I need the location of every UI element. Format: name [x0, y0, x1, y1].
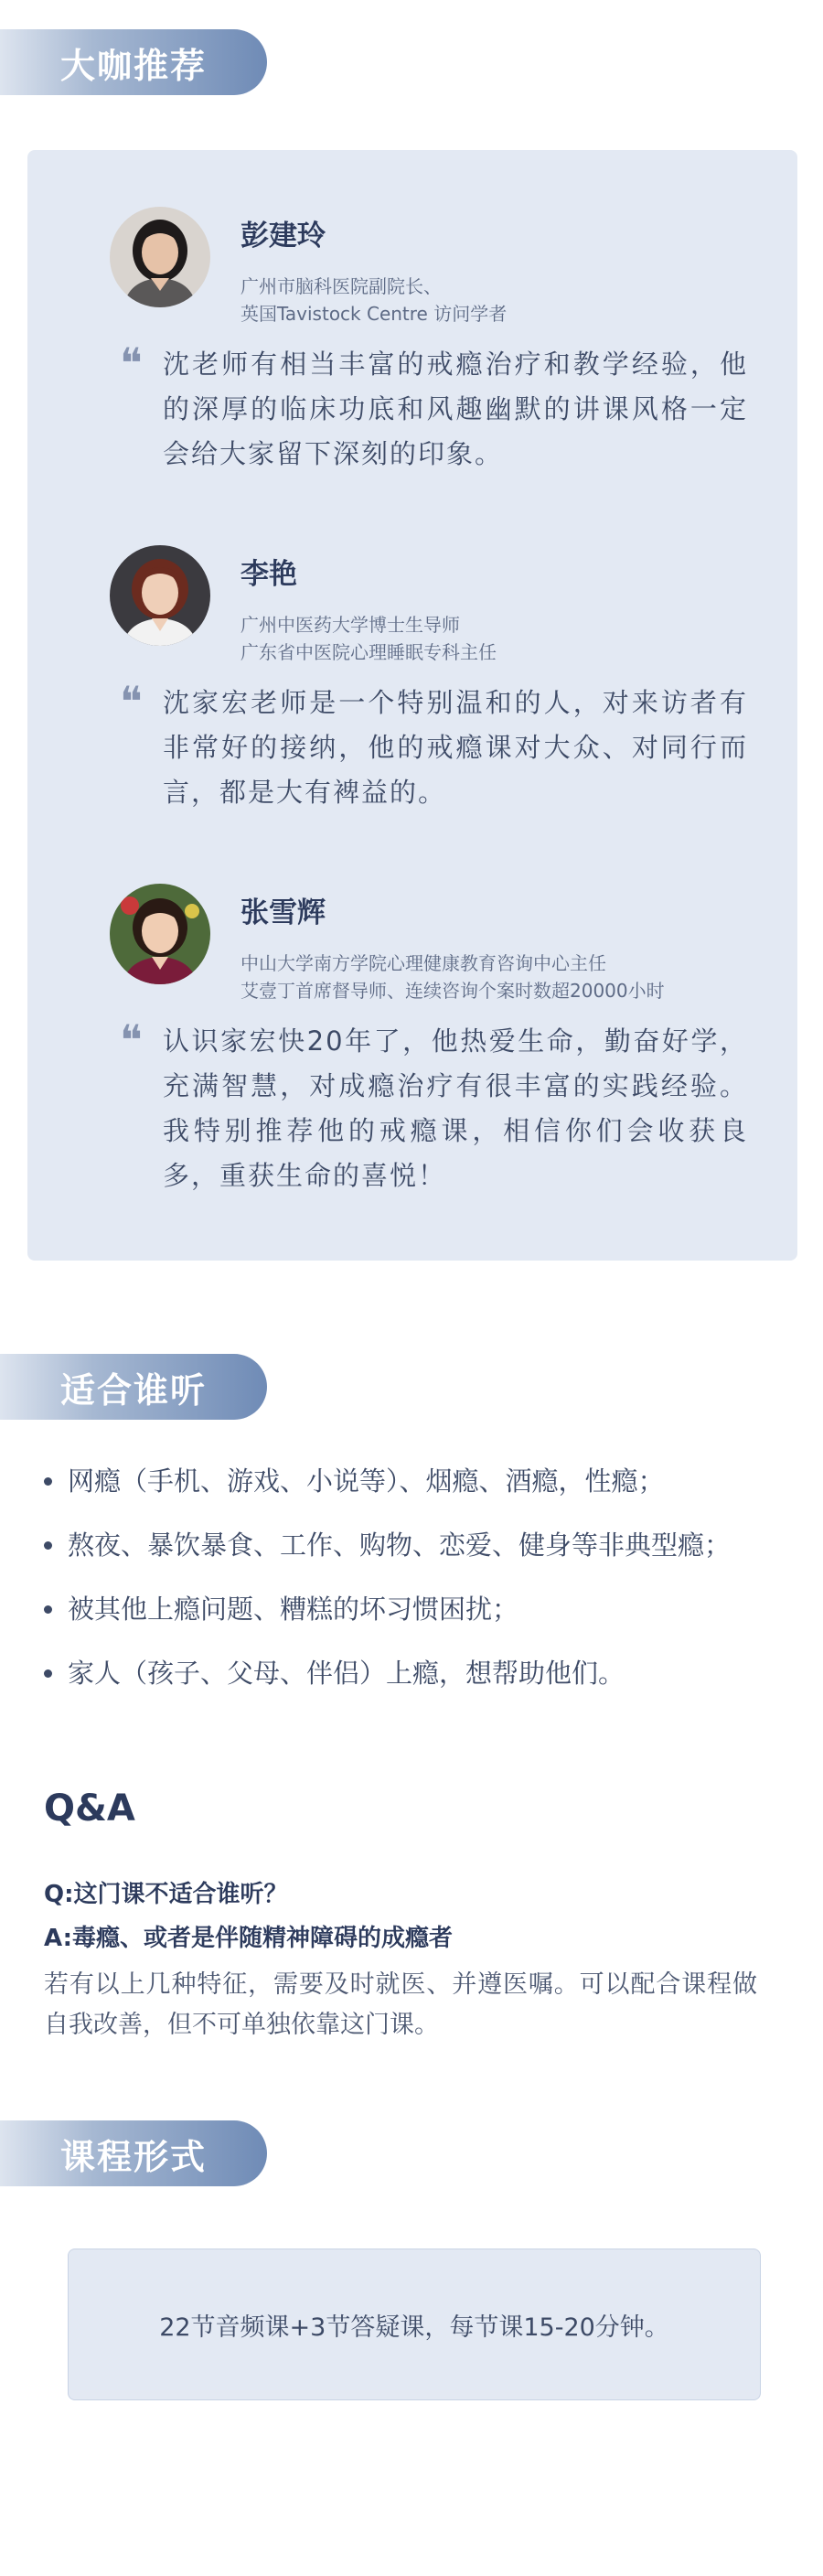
list-item-text: 家人（孩子、父母、伴侣）上瘾，想帮助他们。 — [68, 1658, 625, 1689]
list-item-text: 网瘾（手机、游戏、小说等）、烟瘾、酒瘾，性瘾； — [68, 1465, 665, 1497]
quote-mark-icon: ❝ — [120, 677, 143, 726]
list-item — [44, 1460, 766, 1502]
audience-list — [44, 1460, 766, 1716]
section-tag-experts — [0, 29, 267, 95]
list-item-text: 熬夜、暴饮暴食、工作、购物、恋爱、健身等非典型瘾； — [68, 1530, 732, 1561]
expert-quote: 沈老师有相当丰富的戒瘾治疗和教学经验，他的深厚的临床功底和风趣幽默的讲课风格一定会给大家留下深刻的印象。 — [163, 349, 748, 469]
bullet-dot-icon — [44, 1541, 52, 1550]
expert-recommendation-card — [27, 150, 797, 1261]
expert-title-line: 中山大学南方学院心理健康教育咨询中心主任 — [240, 952, 606, 974]
section-tag-audience — [0, 1354, 267, 1420]
qa-answer: A:毒瘾、或者是伴随精神障碍的成瘾者 — [44, 1925, 454, 1952]
section-tag-label: 课程形式 — [60, 2136, 208, 2177]
expert-name: 张雪辉 — [240, 896, 326, 929]
expert-title — [240, 950, 665, 1004]
list-item — [44, 1524, 766, 1566]
expert-title-line: 广东省中医院心理睡眠专科主任 — [240, 641, 497, 663]
expert-avatar — [110, 545, 210, 646]
qa-heading: Q&A — [44, 1787, 135, 1830]
list-item — [44, 1588, 766, 1630]
expert-title — [240, 611, 497, 666]
qa-detail: 若有以上几种特征，需要及时就医、并遵医嘱。可以配合课程做自我改善，但不可单独依靠这门课。 — [44, 1970, 757, 2039]
section-tag-label: 大咖推荐 — [60, 45, 208, 86]
list-item-text: 被其他上瘾问题、糟糕的坏习惯困扰； — [68, 1594, 519, 1625]
expert-name: 彭建玲 — [240, 220, 326, 252]
expert-title-line: 广州中医药大学博士生导师 — [240, 614, 460, 636]
quote-mark-icon: ❝ — [120, 1015, 143, 1065]
course-format-box — [68, 2249, 761, 2400]
section-tag-label: 适合谁听 — [60, 1369, 208, 1411]
quote-mark-icon: ❝ — [120, 338, 143, 388]
section-tag-format — [0, 2120, 267, 2186]
expert-name: 李艳 — [240, 558, 297, 591]
qa-question: Q:这门课不适合谁听？ — [44, 1881, 288, 1908]
expert-avatar — [110, 207, 210, 307]
course-format-text: 22节音频课+3节答疑课，每节课15-20分钟。 — [159, 2313, 669, 2342]
list-item — [44, 1652, 766, 1694]
expert-avatar — [110, 884, 210, 984]
expert-title-line: 艾壹丁首席督导师、连续咨询个案时数超20000小时 — [240, 980, 665, 1002]
expert-title — [240, 273, 507, 327]
expert-title-line: 广州市脑科医院副院长、 — [240, 275, 442, 297]
expert-quote: 认识家宏快20年了，他热爱生命，勤奋好学，充满智慧，对成瘾治疗有很丰富的实践经验。我特别推荐他的戒瘾课，相信你们会收获良多，重获生命的喜悦！ — [163, 1025, 748, 1191]
bullet-dot-icon — [44, 1477, 52, 1486]
expert-quote: 沈家宏老师是一个特别温和的人，对来访者有非常好的接纳，他的戒瘾课对大众、对同行而言，都是大有裨益的。 — [163, 687, 748, 808]
bullet-dot-icon — [44, 1605, 52, 1614]
bullet-dot-icon — [44, 1669, 52, 1678]
expert-title-line: 英国Tavistock Centre 访问学者 — [240, 303, 508, 325]
